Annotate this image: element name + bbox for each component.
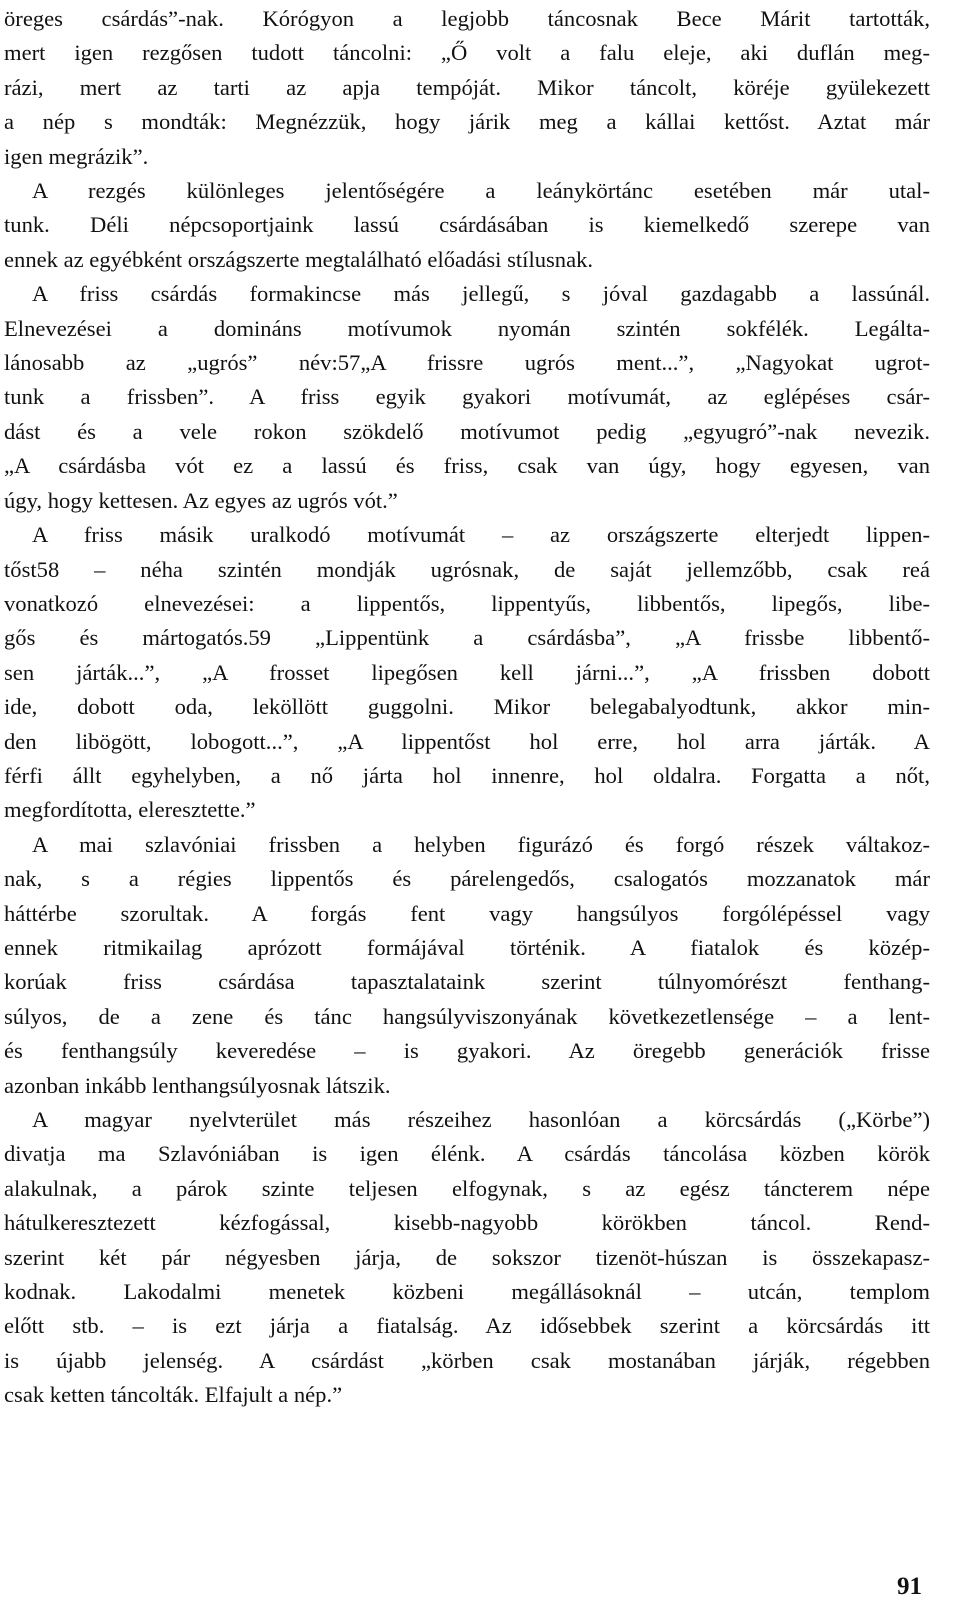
paragraph — [4, 174, 930, 277]
text-line: súlyos, de a zene és tánc hangsúlyviszonyának következetlensége – a lent- — [4, 1003, 930, 1029]
text-line: gős és mártogatós.59 „Lippentünk a csárdásba”, „A frissbe libbentő- — [4, 625, 930, 651]
text-line: ennek ritmikailag aprózott formájával történik. A fiatalok és közép- — [4, 934, 930, 960]
body-text — [4, 2, 930, 1413]
paragraph — [4, 277, 930, 518]
text-line: lánosabb az „ugrós” név:57„A frissre ugrós ment...”, „Nagyokat ugrot- — [4, 350, 930, 376]
text-line: tunk a frissben”. A friss egyik gyakori motívumát, az eglépéses csár- — [4, 384, 930, 410]
text-line: A friss csárdás formakincse más jellegű, s jóval gazdagabb a lassúnál. — [32, 281, 930, 307]
text-line: csak ketten táncolták. Elfajult a nép.” — [4, 1382, 343, 1408]
text-line: azonban inkább lenthangsúlyosnak látszik. — [4, 1072, 391, 1098]
text-line: A friss másik uralkodó motívumát – az országszerte elterjedt lippen- — [32, 522, 930, 548]
paragraph — [4, 518, 930, 828]
text-line: előtt stb. – is ezt járja a fiatalság. Az idősebbek szerint a körcsárdás itt — [4, 1313, 930, 1339]
text-line: is újabb jelenség. A csárdást „körben csak mostanában járják, régebben — [4, 1347, 930, 1373]
paragraph — [4, 828, 930, 1103]
text-line: megfordította, eleresztette.” — [4, 797, 256, 823]
text-line: den libögött, lobogott...”, „A lippentőst hol erre, hol arra járták. A — [4, 728, 930, 754]
text-line: divatja ma Szlavóniában is igen élénk. A csárdás táncolása közben körök — [4, 1141, 930, 1167]
text-line: ennek az egyébként országszerte megtalálható előadási stílusnak. — [4, 246, 594, 272]
text-line: „A csárdásba vót ez a lassú és friss, csak van úgy, hogy egyesen, van — [4, 453, 930, 479]
text-line: szerint két pár négyesben járja, de sokszor tizenöt-húszan is összekapasz- — [4, 1244, 930, 1270]
text-line: tunk. Déli népcsoportjaink lassú csárdásában is kiemelkedő szerepe van — [4, 212, 930, 238]
text-line: tőst58 – néha szintén mondják ugrósnak, de saját jellemzőbb, csak reá — [4, 556, 930, 582]
text-line: sen járták...”, „A frosset lipegősen kell járni...”, „A frissben dobott — [4, 659, 930, 685]
text-line: férfi állt egyhelyben, a nő járta hol innenre, hol oldalra. Forgatta a nőt, — [4, 762, 930, 788]
text-line: háttérbe szorultak. A forgás fent vagy hangsúlyos forgólépéssel vagy — [4, 900, 930, 926]
text-line: ide, dobott oda, leköllött guggolni. Mikor belegabalyodtunk, akkor min- — [4, 694, 930, 720]
text-line: korúak friss csárdása tapasztalataink szerint túlnyomórészt fenthang- — [4, 969, 930, 995]
text-line: rázi, mert az tarti az apja tempóját. Mikor táncolt, köréje gyülekezett — [4, 74, 930, 100]
page-number: 91 — [897, 1573, 922, 1600]
text-line: úgy, hogy kettesen. Az egyes az ugrós vót.” — [4, 487, 398, 513]
text-line: mert igen rezgősen tudott táncolni: „Ő volt a falu eleje, aki duflán meg- — [4, 40, 930, 66]
text-line: hátulkeresztezett kézfogással, kisebb-nagyobb körökben táncol. Rend- — [4, 1210, 930, 1236]
text-line: kodnak. Lakodalmi menetek közbeni megállásoknál – utcán, templom — [4, 1279, 930, 1305]
text-line: A mai szlavóniai frissben a helyben figurázó és forgó részek váltakoz- — [32, 831, 930, 857]
text-line: a nép s mondták: Megnézzük, hogy járik meg a kállai kettőst. Aztat már — [4, 109, 930, 135]
text-line: A rezgés különleges jelentőségére a leánykörtánc esetében már utal- — [32, 178, 930, 204]
text-line: vonatkozó elnevezései: a lippentős, lippentyűs, libbentős, lipegős, libe- — [4, 590, 930, 616]
paragraph — [4, 2, 930, 174]
text-line: öreges csárdás”-nak. Kórógyon a legjobb táncosnak Bece Márit tartották, — [4, 6, 930, 31]
text-line: igen megrázik”. — [4, 143, 149, 169]
paragraph — [4, 1103, 930, 1413]
text-line: alakulnak, a párok szinte teljesen elfogynak, s az egész táncterem népe — [4, 1175, 930, 1201]
text-line: A magyar nyelvterület más részeihez hasonlóan a körcsárdás („Körbe”) — [32, 1107, 930, 1132]
text-line: és fenthangsúly keveredése – is gyakori. Az öregebb generációk frisse — [4, 1038, 930, 1064]
text-line: Elnevezései a domináns motívumok nyomán szintén sokfélék. Legálta- — [4, 315, 930, 341]
text-line: nak, s a régies lippentős és párelengedős, csalogatós mozzanatok már — [4, 866, 930, 892]
text-line: dást és a vele rokon szökdelő motívumot pedig „egyugró”-nak nevezik. — [4, 418, 930, 444]
